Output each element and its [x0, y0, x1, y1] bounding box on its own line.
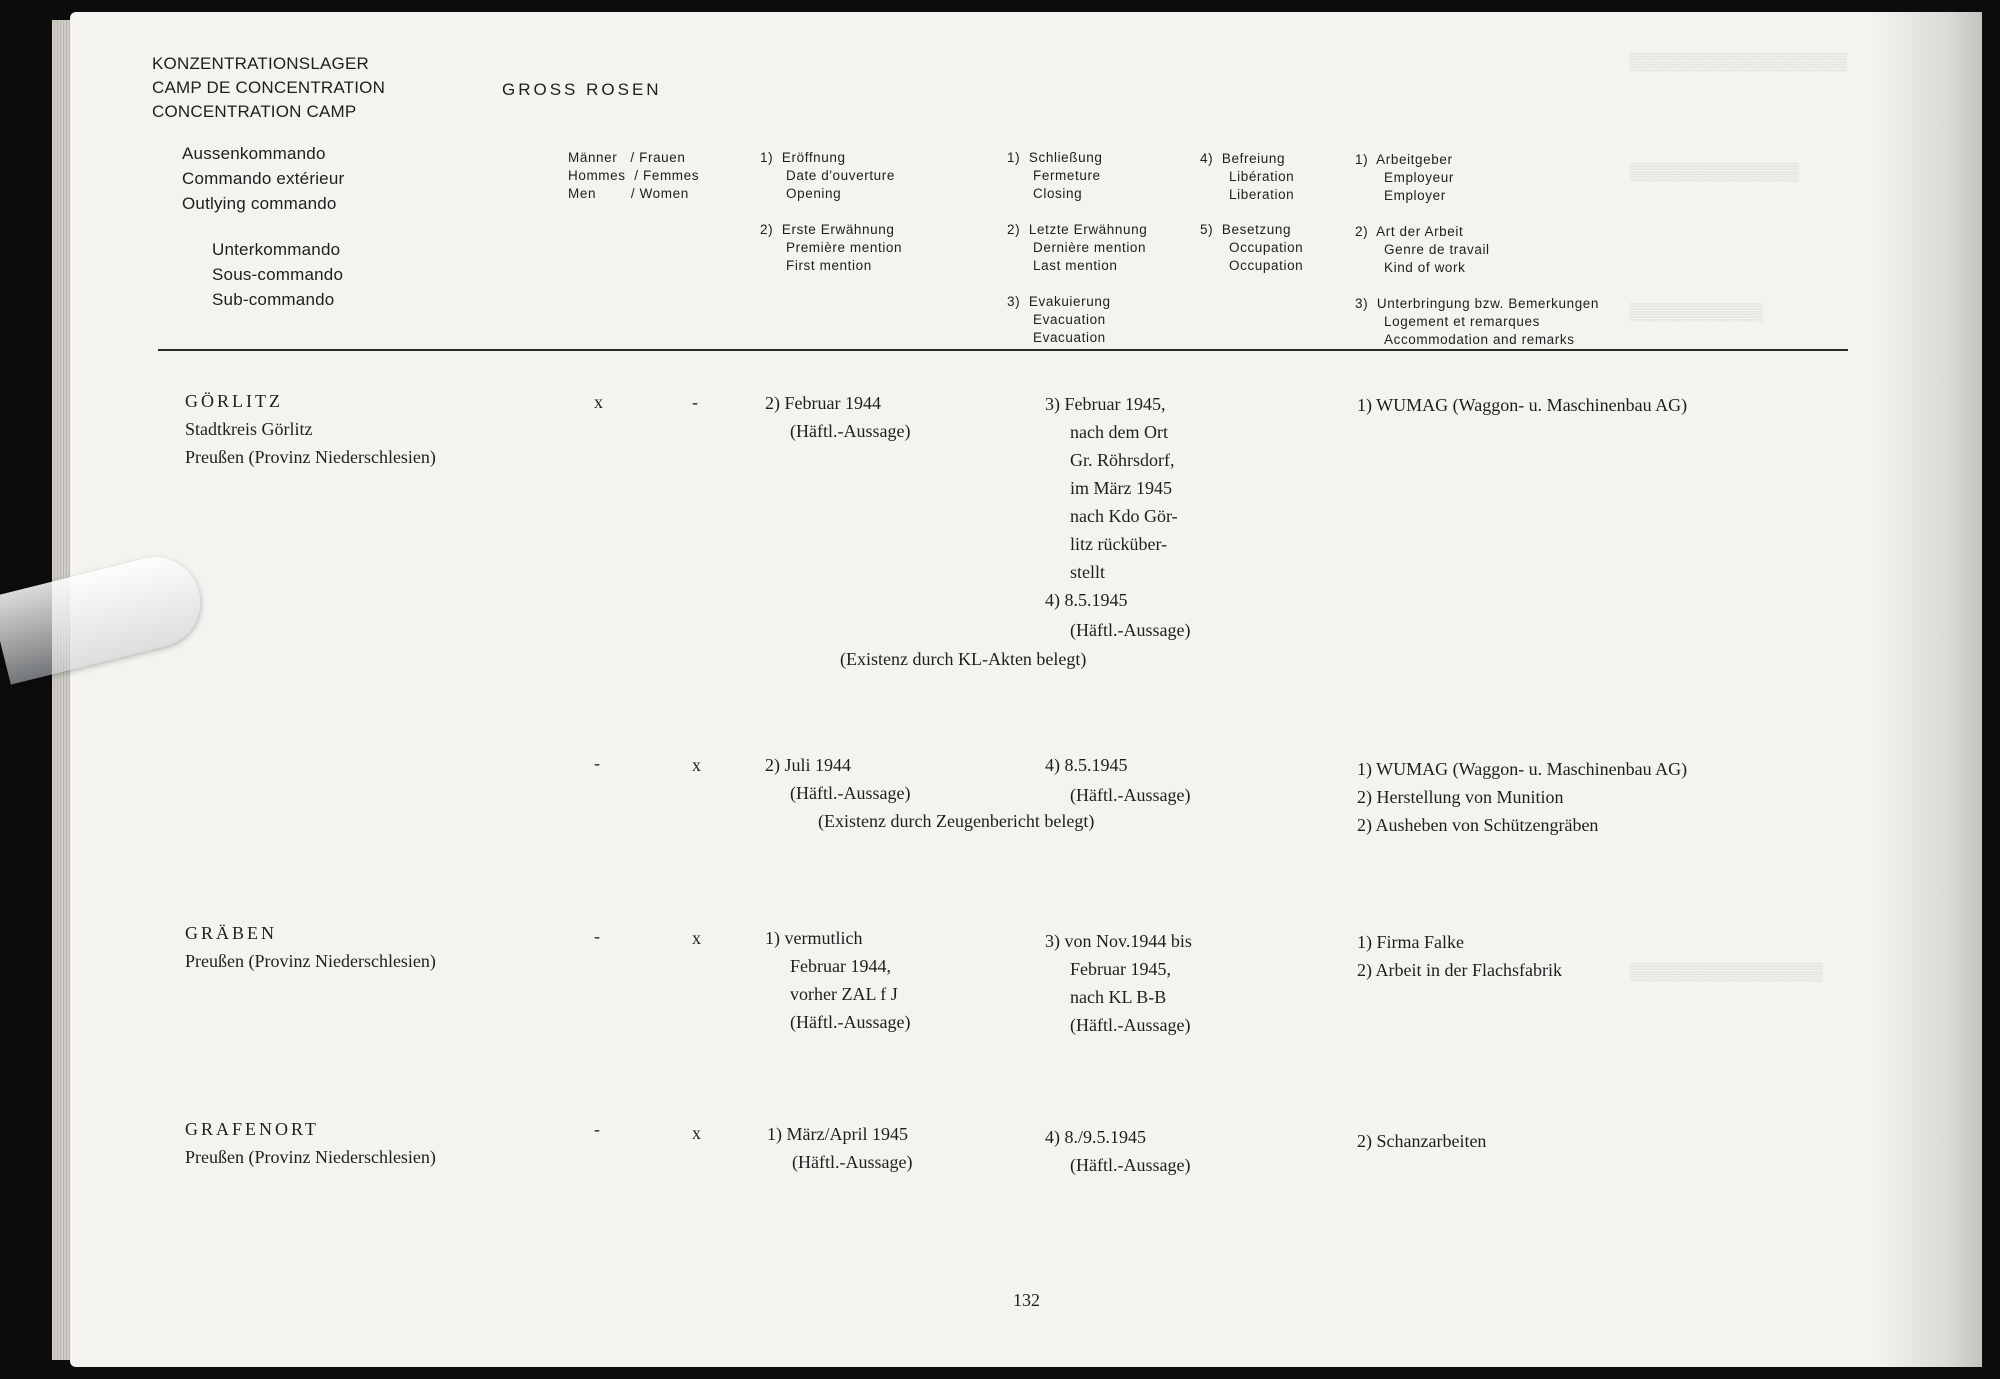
aussen-label-en: Outlying commando [182, 194, 337, 213]
unter-label-de: Unterkommando [212, 240, 341, 259]
col2-evacuation-de: 3) Evakuierung [1007, 294, 1111, 309]
entry-province-grafenort: Preußen (Provinz Niederschlesien) [185, 1147, 436, 1167]
first-mention: 2) Juli 1944 [765, 755, 852, 775]
col4-remarks-de: 3) Unterbringung bzw. Bemerkungen [1355, 296, 1600, 311]
page-number: 132 [1013, 1290, 1040, 1310]
col4-remarks-fr: Logement et remarques [1384, 314, 1540, 329]
camp-name: GROSS ROSEN [502, 80, 662, 99]
liberation-source: (Häftl.-Aussage) [1070, 1155, 1191, 1175]
sex-header-de: Männer / Frauen [568, 150, 686, 165]
col1-first-mention-de: 2) Erste Erwähnung [760, 222, 895, 237]
first-mention: 1) März/April 1945 [767, 1124, 908, 1144]
women-mark: x [692, 928, 701, 948]
entry-name-grafenort: GRAFENORT [185, 1119, 319, 1139]
work-item: 2) Ausheben von Schützengräben [1357, 815, 1599, 835]
first-mention: (Häftl.-Aussage) [792, 1152, 913, 1172]
women-mark: - [692, 392, 698, 412]
last-mention: Gr. Röhrsdorf, [1070, 450, 1175, 470]
first-mention: 1) vermutlich [765, 928, 863, 948]
col2-last-mention-fr: Dernière mention [1033, 240, 1147, 255]
col1-first-mention-fr: Première mention [786, 240, 903, 255]
col2-closing-fr: Fermeture [1033, 168, 1101, 183]
men-mark: x [594, 392, 603, 412]
last-mention: 3) Februar 1945, [1045, 394, 1166, 414]
women-mark: x [692, 1123, 701, 1143]
col3-liberation-en: Liberation [1229, 187, 1295, 202]
entry-province-goerlitz: Preußen (Provinz Niederschlesien) [185, 447, 436, 467]
bleed-through-text: ▒▒▒▒▒▒▒▒▒▒▒▒▒▒▒▒ [1630, 962, 1823, 981]
bleed-through-text: ▒▒▒▒▒▒▒▒▒▒▒▒▒▒ [1630, 162, 1799, 181]
liberation-date: 4) 8.5.1945 [1045, 590, 1128, 610]
work-item: 1) WUMAG (Waggon- u. Maschinenbau AG) [1357, 759, 1688, 779]
col2-evacuation-en: Evacuation [1033, 330, 1106, 345]
last-mention: im März 1945 [1070, 478, 1172, 498]
liberation-date: 4) 8./9.5.1945 [1045, 1127, 1146, 1147]
last-mention: (Häftl.-Aussage) [1070, 1015, 1191, 1035]
col4-employer-fr: Employeur [1384, 170, 1454, 185]
men-mark: - [594, 926, 600, 946]
work-item: 2) Herstellung von Munition [1357, 787, 1564, 807]
evidence-note: (Existenz durch Zeugenbericht belegt) [818, 811, 1095, 831]
col2-closing-de: 1) Schließung [1007, 150, 1103, 165]
camp-label-de: KONZENTRATIONSLAGER [152, 54, 369, 73]
first-mention: vorher ZAL f J [790, 984, 898, 1004]
book-page [70, 12, 2000, 1367]
sex-header-fr: Hommes / Femmes [568, 168, 700, 183]
entry-province-graeben: Preußen (Provinz Niederschlesien) [185, 951, 436, 971]
header-divider [158, 349, 1848, 351]
men-mark: - [594, 1119, 600, 1139]
col2-closing-en: Closing [1033, 186, 1083, 201]
unter-label-en: Sub-commando [212, 290, 335, 309]
col4-remarks-en: Accommodation and remarks [1384, 332, 1575, 347]
col1-opening-fr: Date d'ouverture [786, 168, 895, 183]
first-mention: (Häftl.-Aussage) [790, 1012, 911, 1032]
first-mention: (Häftl.-Aussage) [790, 783, 911, 803]
last-mention: stellt [1070, 562, 1105, 582]
first-mention: Februar 1944, [790, 956, 891, 976]
last-mention: nach dem Ort [1070, 422, 1168, 442]
evidence-note: (Existenz durch KL-Akten belegt) [840, 649, 1087, 669]
first-mention: (Häftl.-Aussage) [790, 421, 911, 441]
col4-employer-de: 1) Arbeitgeber [1355, 152, 1453, 167]
first-mention: 2) Februar 1944 [765, 393, 881, 413]
col3-occupation-en: Occupation [1229, 258, 1304, 273]
book-spine-shadow [1982, 0, 2000, 1379]
col1-opening-de: 1) Eröffnung [760, 150, 846, 165]
last-mention: Februar 1945, [1070, 959, 1171, 979]
last-mention: 3) von Nov.1944 bis [1045, 931, 1192, 951]
camp-label-en: CONCENTRATION CAMP [152, 102, 357, 121]
last-mention: litz rücküber- [1070, 534, 1168, 554]
unter-label-fr: Sous-commando [212, 265, 344, 284]
col1-opening-en: Opening [786, 186, 842, 201]
work-item: 2) Arbeit in der Flachsfabrik [1357, 960, 1562, 980]
col3-liberation-fr: Libération [1229, 169, 1295, 184]
last-mention: nach KL B-B [1070, 987, 1167, 1007]
work-item: 1) Firma Falke [1357, 932, 1464, 952]
entry-district-goerlitz: Stadtkreis Görlitz [185, 419, 313, 439]
men-mark: - [594, 753, 600, 773]
work-item: 2) Schanzarbeiten [1357, 1131, 1487, 1151]
col2-last-mention-de: 2) Letzte Erwähnung [1007, 222, 1148, 237]
col4-employer-en: Employer [1384, 188, 1446, 203]
col4-work-fr: Genre de travail [1384, 242, 1490, 257]
col3-occupation-de: 5) Besetzung [1200, 222, 1292, 237]
col4-work-de: 2) Art der Arbeit [1355, 224, 1464, 239]
camp-label-fr: CAMP DE CONCENTRATION [152, 78, 386, 97]
bleed-through-text: ▒▒▒▒▒▒▒▒▒▒▒▒▒▒▒▒▒▒ [1630, 52, 1847, 71]
liberation-source: (Häftl.-Aussage) [1070, 785, 1191, 805]
liberation-source: (Häftl.-Aussage) [1070, 620, 1191, 640]
aussen-label-de: Aussenkommando [182, 144, 326, 163]
col4-work-en: Kind of work [1384, 260, 1466, 275]
work-item: 1) WUMAG (Waggon- u. Maschinenbau AG) [1357, 395, 1688, 415]
col2-last-mention-en: Last mention [1033, 258, 1118, 273]
aussen-label-fr: Commando extérieur [182, 169, 345, 188]
last-mention: nach Kdo Gör- [1070, 506, 1178, 526]
entry-name-goerlitz: GÖRLITZ [185, 391, 283, 411]
sex-header-en: Men / Women [568, 186, 689, 201]
col1-first-mention-en: First mention [786, 258, 872, 273]
col3-occupation-fr: Occupation [1229, 240, 1304, 255]
col3-liberation-de: 4) Befreiung [1200, 151, 1286, 166]
liberation-date: 4) 8.5.1945 [1045, 755, 1128, 775]
col2-evacuation-fr: Evacuation [1033, 312, 1106, 327]
page-curve-shadow [1870, 12, 2000, 1367]
entry-name-graeben: GRÄBEN [185, 923, 278, 943]
bleed-through-text: ▒▒▒▒▒▒▒▒▒▒▒ [1630, 302, 1763, 321]
women-mark: x [692, 755, 701, 775]
